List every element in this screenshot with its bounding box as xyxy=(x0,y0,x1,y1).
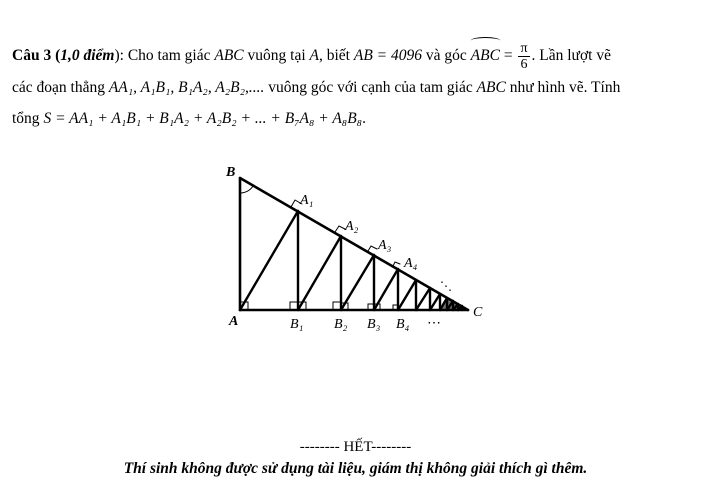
label-b2: B₂ xyxy=(334,317,348,332)
right-angle-a4 xyxy=(393,262,400,266)
label-b1: B₁ xyxy=(290,317,304,332)
question-label: Câu 3 xyxy=(12,47,52,64)
ab-value: AB = 4096 xyxy=(353,47,423,64)
right-angle-a3 xyxy=(368,246,377,251)
label-c: C xyxy=(473,305,483,320)
label-b: B xyxy=(226,165,236,180)
angle-arc-b xyxy=(240,186,253,193)
label-a3: A₃ xyxy=(378,238,392,253)
segment-list: AA₁, A₁B₁, B₁A₂, A₂B₂,.... xyxy=(108,78,265,96)
segment-b1a2 xyxy=(298,236,341,310)
sum-expression: S = AA₁ + A₁B₁ + B₁A₂ + A₂B₂ + ... + B₇A₈ + A₈B₈ xyxy=(43,109,363,127)
problem-line-3: tổng S = AA₁ + A₁B₁ + B₁A₂ + A₂B₂ + ... + B₇A₈ + A₈B₈. xyxy=(12,109,366,127)
converging-region xyxy=(440,298,468,310)
label-dots-bottom: ⋯ xyxy=(427,316,441,331)
angle-abc: ABC xyxy=(471,40,500,71)
pi-over-six: $\frac{\pi}{6}$ xyxy=(520,40,528,72)
label-b4: B₄ xyxy=(396,317,410,332)
label-a: A xyxy=(229,314,239,329)
end-marker: -------- HẾT-------- xyxy=(299,439,412,455)
right-angle-a2 xyxy=(335,226,345,232)
problem-line-2: các đoạn thẳng AA₁, A₁B₁, B₁A₂, A₂B₂,.... vuông góc với cạnh của tam giác ABC như hình vẽ. Tính xyxy=(12,78,621,96)
label-a4: A₄ xyxy=(404,256,418,271)
question-points: 1,0 điểm xyxy=(60,47,115,64)
label-b3: B₃ xyxy=(367,317,381,332)
label-a1: A₁ xyxy=(300,193,314,208)
label-dots-hyp: ⋱ xyxy=(440,279,452,293)
problem-line-1: Câu 3 (1,0 điểm): Cho tam giác ABC vuông tại A, biết AB = 4096 và góc ABC = $\frac{\pi}{6}$ . Lần lượt vẽ xyxy=(12,40,611,72)
right-angle-marks xyxy=(240,186,400,310)
label-a2: A₂ xyxy=(345,219,359,234)
segment-aa1 xyxy=(240,211,298,310)
segment-b2a3 xyxy=(341,255,374,310)
exam-note: Thí sinh không được sử dụng tài liệu, giám thị không giải thích gì thêm. xyxy=(123,460,588,477)
